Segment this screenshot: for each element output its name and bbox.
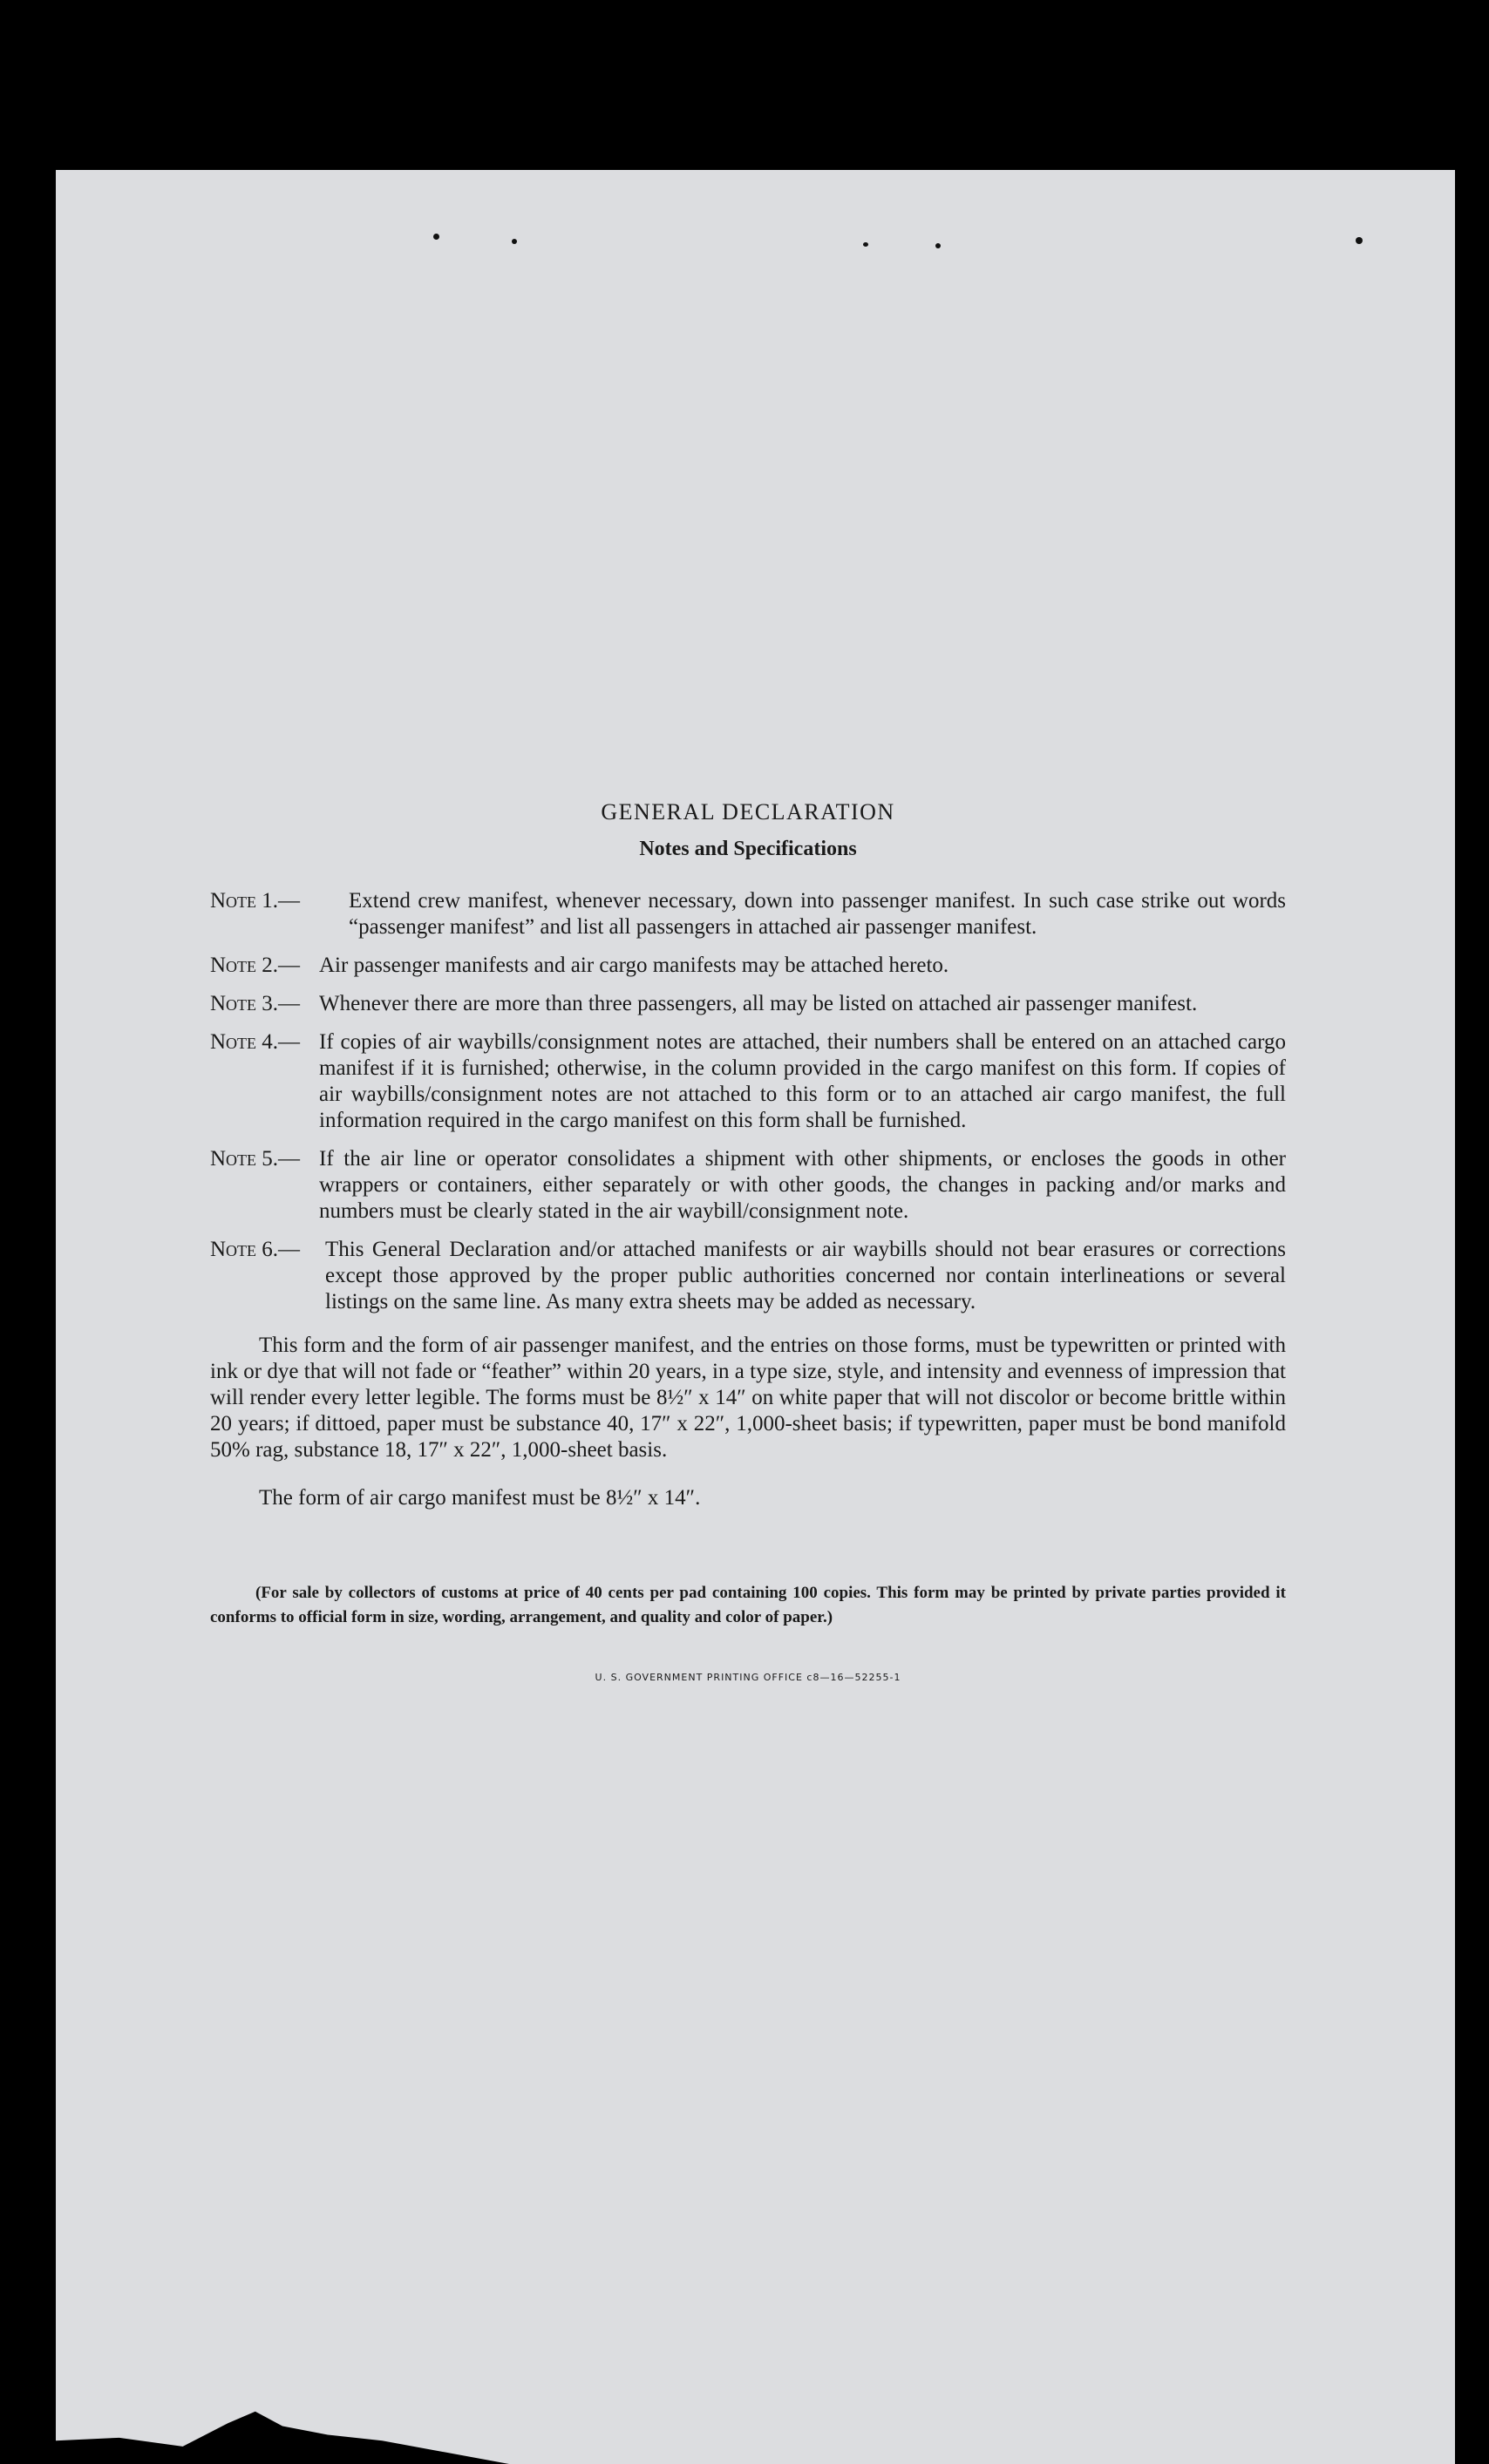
note-label: Note 4.— bbox=[210, 1030, 301, 1054]
note-text: Whenever there are more than three passengers, all may be listed on attached air passenger manifest. bbox=[319, 992, 1198, 1015]
sale-note: (For sale by collectors of customs at price of 40 cents per pad containing 100 copies. This form may be printed by private parties provided it conforms to official form in size, wording, arrangement, and quality and color of paper.) bbox=[210, 1584, 1286, 1626]
speck bbox=[512, 239, 517, 244]
note-label: Note 3.— bbox=[210, 992, 301, 1015]
note-5 bbox=[210, 1146, 1286, 1225]
document-subtitle: Notes and Specifications bbox=[639, 838, 857, 860]
note-3 bbox=[210, 991, 1286, 1017]
note-label: Note 6.— bbox=[210, 1238, 301, 1261]
note-1 bbox=[210, 888, 1286, 940]
note-4 bbox=[210, 1029, 1286, 1134]
speck bbox=[433, 234, 439, 240]
cargo-manifest-size: The form of air cargo manifest must be 8½″ x 14″. bbox=[259, 1486, 701, 1510]
note-label: Note 2.— bbox=[210, 954, 301, 977]
document-content bbox=[210, 799, 1286, 1691]
note-label: Note 1.— bbox=[210, 889, 301, 913]
note-6 bbox=[210, 1237, 1286, 1315]
document-title: GENERAL DECLARATION bbox=[601, 799, 895, 825]
note-text: Extend crew manifest, whenever necessary, down into passenger manifest. In such case strike out words “passenger manifest” and list all passengers in attached air passenger manifest. bbox=[349, 889, 1286, 939]
note-2 bbox=[210, 953, 1286, 979]
specifications-paragraph: This form and the form of air passenger manifest, and the entries on those forms, must be typewritten or printed with ink or dye that will not fade or “feather” within 20 years, in a type size, style, and intensity and evenness of impression that will render every letter legible. The forms must be 8½″ x 14″ on white paper that will not discolor or become brittle within 20 years; if dittoed, paper must be substance 40, 17″ x 22″, 1,000-sheet basis; if typewritten, paper must be bond manifold 50% rag, substance 18, 17″ x 22″, 1,000-sheet basis. bbox=[210, 1334, 1286, 1462]
printer-imprint: U. S. GOVERNMENT PRINTING OFFICE c8—16—52255-1 bbox=[595, 1672, 901, 1683]
note-label: Note 5.— bbox=[210, 1147, 301, 1171]
speck bbox=[935, 243, 941, 248]
note-text: If copies of air waybills/consignment notes are attached, their numbers shall be entered on an attached cargo manifest if it is furnished; otherwise, in the column provided in the cargo manifest on this form. If copies of air waybills/consignment notes are not attached to this form or to an attached air cargo manifest, the full information required in the cargo manifest on this form shall be furnished. bbox=[319, 1030, 1286, 1132]
note-text: This General Declaration and/or attached manifests or air waybills should not bear erasures or corrections except those approved by the proper public authorities concerned nor contain interlineations or several listings on the same line. As many extra sheets may be added as necessary. bbox=[325, 1238, 1286, 1313]
note-text: If the air line or operator consolidates a shipment with other shipments, or encloses the goods in other wrappers or containers, either separately or with other goods, the changes in packing and/or marks and numbers must be clearly stated in the air waybill/consignment note. bbox=[319, 1147, 1286, 1223]
speck bbox=[863, 242, 868, 247]
note-text: Air passenger manifests and air cargo manifests may be attached hereto. bbox=[319, 954, 949, 977]
speck bbox=[1356, 237, 1363, 244]
